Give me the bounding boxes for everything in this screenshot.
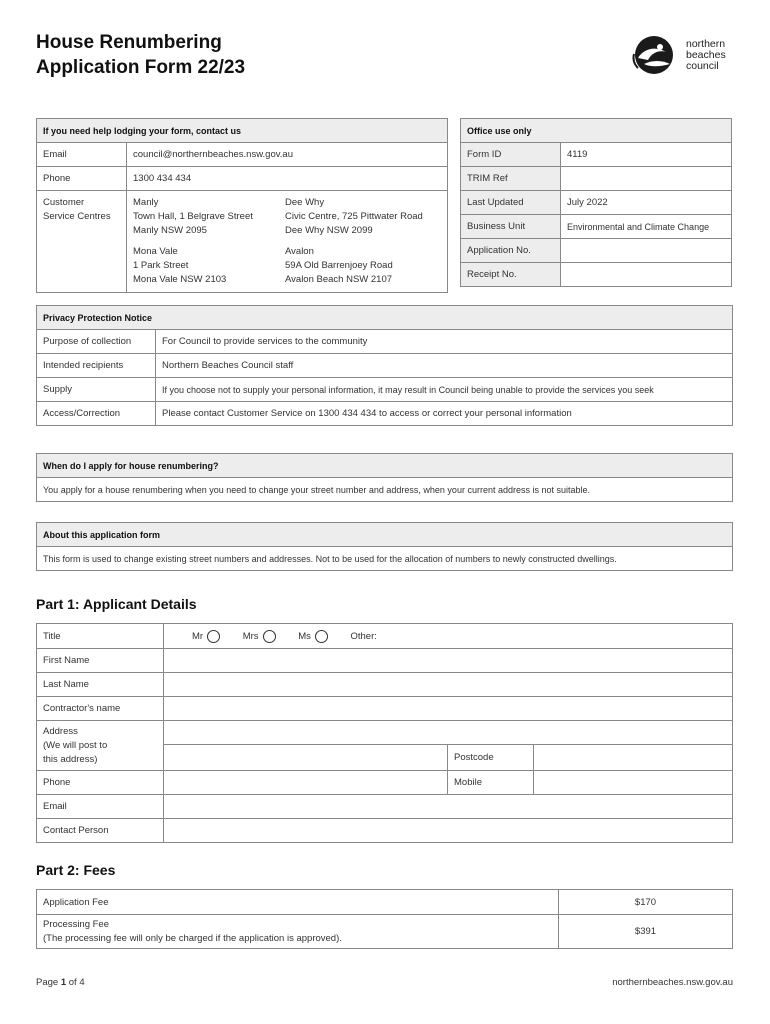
first-name-label: First Name (37, 649, 164, 673)
mobile-field[interactable] (534, 771, 733, 795)
centre-deewhy-suburb: Dee Why NSW 2099 (285, 225, 373, 236)
unit-value: Environmental and Climate Change (561, 215, 732, 239)
page-number (36, 977, 85, 988)
privacy-value-purpose: For Council to provide services to the community (156, 330, 733, 354)
form-id-value: 4119 (561, 143, 732, 167)
centre-avalon-suburb: Avalon Beach NSW 2107 (285, 274, 393, 285)
centre-avalon-name: Avalon (285, 246, 314, 257)
contact-heading: If you need help lodging your form, contact us (37, 119, 448, 143)
contractor-label: Contractor's name (37, 697, 164, 721)
centres-list (127, 191, 448, 293)
proc-fee-label-text: Processing Fee (43, 918, 110, 930)
council-logo (630, 34, 726, 76)
last-name-field[interactable] (164, 673, 733, 697)
proc-fee-value: $391 (559, 915, 733, 949)
proc-fee-note: (The processing fee will only be charged if the application is approved). (43, 932, 342, 944)
page-prefix: Page (36, 977, 59, 988)
title-label: Title (37, 624, 164, 649)
centre-deewhy (285, 196, 423, 238)
email-label: Email (37, 143, 127, 167)
centre-monavale (133, 245, 285, 287)
contact-table (36, 118, 448, 293)
logo-text-2: beaches (686, 48, 726, 61)
privacy-table (36, 305, 733, 426)
about-text: This form is used to change existing street numbers and addresses. Not to be used for the allocation of numbers to newly constructed dwellings. (37, 547, 733, 571)
opt-other-label: Other: (350, 630, 377, 642)
fees-table (36, 889, 733, 949)
page-suffix: of 4 (68, 977, 85, 988)
mobile-label: Mobile (448, 771, 534, 795)
unit-label: Business Unit (461, 215, 561, 239)
logo-text-1: northern (686, 37, 726, 50)
title-line-2: Application Form 22/23 (36, 57, 246, 78)
contractor-field[interactable] (164, 697, 733, 721)
when-text: You apply for a house renumbering when you need to change your street number and address, when your current address is not suitable. (37, 478, 733, 502)
about-heading: About this application form (37, 523, 733, 547)
ms-radio[interactable] (315, 630, 328, 643)
updated-label: Last Updated (461, 191, 561, 215)
page-title (36, 30, 245, 80)
address-field-line1[interactable] (164, 721, 733, 745)
centre-deewhy-name: Dee Why (285, 197, 325, 208)
title-options (164, 624, 733, 649)
phone-value[interactable]: 1300 434 434 (127, 167, 448, 191)
trim-field[interactable] (561, 167, 732, 191)
centre-monavale-suburb: Mona Vale NSW 2103 (133, 274, 227, 285)
privacy-label-access: Access/Correction (37, 402, 156, 426)
privacy-value-supply: If you choose not to supply your personal information, it may result in Council being unable to provide the services you seek (156, 378, 733, 402)
when-heading: When do I apply for house renumbering? (37, 454, 733, 478)
address-label-1: Address (43, 725, 78, 737)
phone-label: Phone (37, 167, 127, 191)
contact-person-label: Contact Person (37, 819, 164, 843)
centre-monavale-street: 1 Park Street (133, 260, 189, 271)
phone-field[interactable] (164, 771, 448, 795)
page-current: 1 (60, 977, 67, 988)
centre-deewhy-street: Civic Centre, 725 Pittwater Road (285, 211, 423, 222)
centres-label-2: Service Centres (43, 211, 111, 222)
centres-label (37, 191, 127, 293)
trim-label: TRIM Ref (461, 167, 561, 191)
postcode-label: Postcode (448, 745, 534, 771)
privacy-label-purpose: Purpose of collection (37, 330, 156, 354)
app-no-field[interactable] (561, 239, 732, 263)
first-name-field[interactable] (164, 649, 733, 673)
email-label-applicant: Email (37, 795, 164, 819)
privacy-label-supply: Supply (37, 378, 156, 402)
title-line-1: House Renumbering (36, 32, 222, 53)
footer-website[interactable]: northernbeaches.nsw.gov.au (612, 977, 733, 988)
email-field[interactable] (164, 795, 733, 819)
app-no-label: Application No. (461, 239, 561, 263)
opt-mrs-label: Mrs (242, 630, 259, 642)
centre-monavale-name: Mona Vale (133, 246, 178, 257)
postcode-field[interactable] (534, 745, 733, 771)
mrs-radio[interactable] (263, 630, 276, 643)
address-field-line2[interactable] (164, 745, 448, 771)
logo-text-3: council (686, 59, 719, 72)
opt-ms-label: Ms (298, 630, 311, 642)
centre-avalon (285, 245, 393, 287)
privacy-value-recipients: Northern Beaches Council staff (156, 354, 733, 378)
updated-value: July 2022 (561, 191, 732, 215)
office-use-table (460, 118, 732, 287)
part2-heading: Part 2: Fees (36, 862, 116, 878)
phone-label-applicant: Phone (37, 771, 164, 795)
address-label (37, 721, 164, 771)
privacy-value-access: Please contact Customer Service on 1300 434 434 to access or correct your personal information (156, 402, 733, 426)
privacy-heading: Privacy Protection Notice (37, 306, 733, 330)
address-label-3: this address) (43, 753, 98, 765)
app-fee-value: $170 (559, 890, 733, 915)
email-value[interactable]: council@northernbeaches.nsw.gov.au (127, 143, 448, 167)
opt-mr-label: Mr (192, 630, 204, 642)
form-id-label: Form ID (461, 143, 561, 167)
office-heading: Office use only (461, 119, 732, 143)
receipt-field[interactable] (561, 263, 732, 287)
centre-manly-name: Manly (133, 197, 159, 208)
council-logo-icon (630, 34, 680, 76)
privacy-label-recipients: Intended recipients (37, 354, 156, 378)
about-table (36, 522, 733, 571)
proc-fee-label (37, 915, 559, 949)
centres-label-1: Customer (43, 197, 85, 208)
last-name-label: Last Name (37, 673, 164, 697)
receipt-label: Receipt No. (461, 263, 561, 287)
centre-manly-street: Town Hall, 1 Belgrave Street (133, 211, 253, 222)
centre-manly-suburb: Manly NSW 2095 (133, 225, 207, 236)
applicant-table (36, 623, 733, 843)
centre-manly (133, 196, 285, 238)
app-fee-label: Application Fee (37, 890, 559, 915)
contact-person-field[interactable] (164, 819, 733, 843)
address-label-2: (We will post to (43, 739, 108, 751)
centre-avalon-street: 59A Old Barrenjoey Road (285, 260, 393, 271)
mr-radio[interactable] (207, 630, 220, 643)
when-table (36, 453, 733, 502)
part1-heading: Part 1: Applicant Details (36, 596, 197, 612)
